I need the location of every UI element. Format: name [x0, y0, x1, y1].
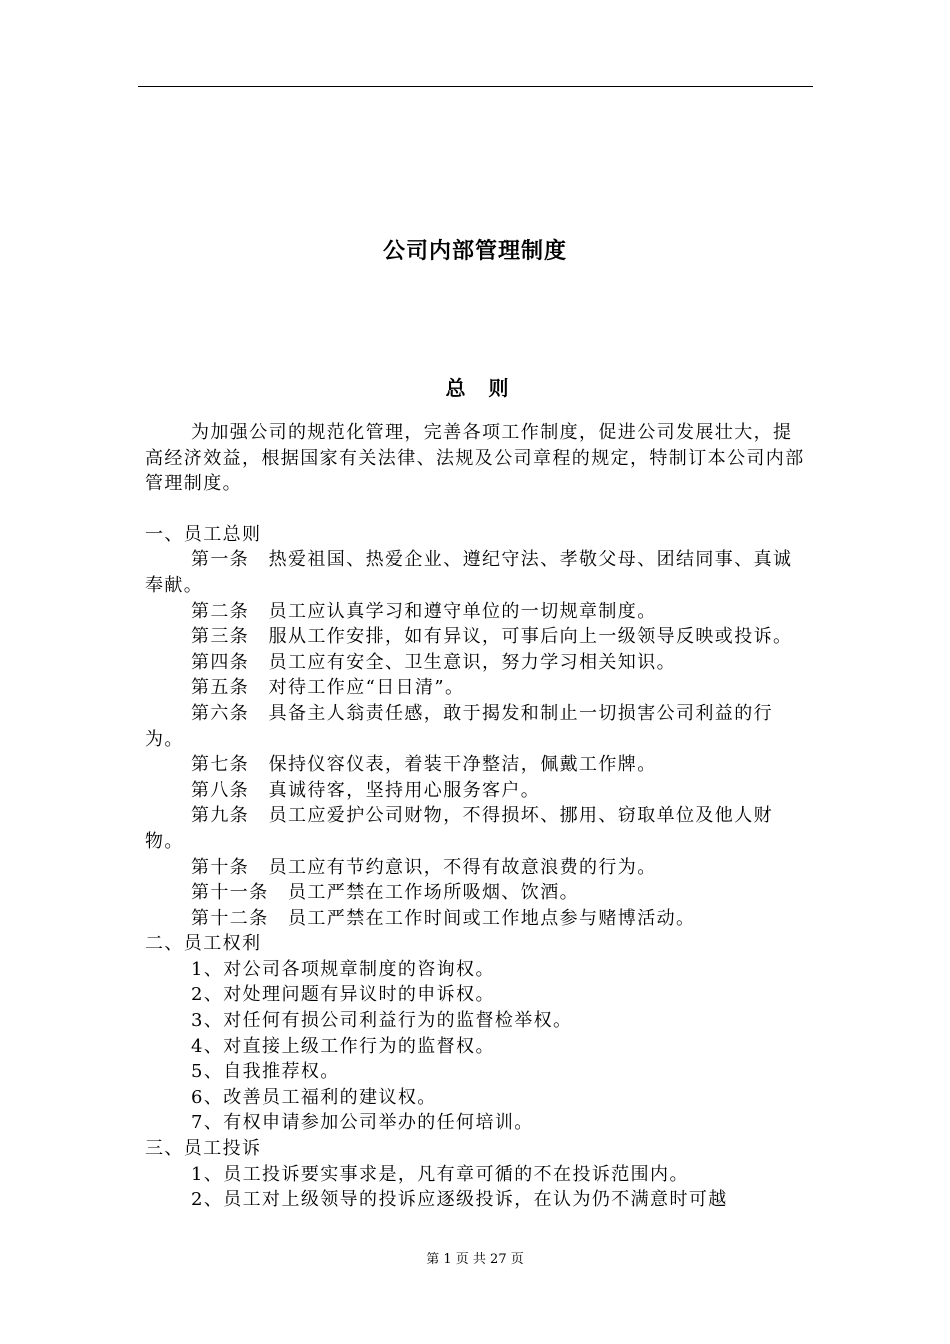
right-item-7: 7、有权申请参加公司举办的任何培训。	[191, 1112, 534, 1134]
intro-paragraph: 为加强公司的规范化管理，完善各项工作制度，促进公司发展壮大，提高经济效益，根据国家有关法律、法规及公司章程的规定，特制订本公司内部管理制度。	[145, 422, 805, 495]
part1-heading: 一、员工总则	[145, 523, 262, 545]
article-10: 第十条 员工应有节约意识，不得有故意浪费的行为。	[191, 856, 657, 878]
document-body	[145, 420, 807, 1213]
section-title: 总 则	[445, 376, 517, 400]
complaint-item-2: 2、员工对上级领导的投诉应逐级投诉，在认为仍不满意时可越	[191, 1189, 728, 1211]
right-item-5: 5、自我推荐权。	[191, 1061, 340, 1083]
page-footer: 第 1 页 共 27 页	[426, 1252, 524, 1267]
header-rule	[138, 86, 813, 87]
rights-list	[145, 957, 807, 1136]
right-item-1: 1、对公司各项规章制度的咨询权。	[191, 958, 495, 980]
document-title: 公司内部管理制度	[382, 238, 567, 264]
article-8: 第八条 真诚待客，坚持用心服务客户。	[191, 779, 541, 801]
part3-heading: 三、员工投诉	[145, 1138, 262, 1160]
right-item-4: 4、对直接上级工作行为的监督权。	[191, 1035, 495, 1057]
complaint-list	[145, 1162, 807, 1213]
article-4: 第四条 员工应有安全、卫生意识，努力学习相关知识。	[191, 651, 676, 673]
right-item-2: 2、对处理问题有异议时的申诉权。	[191, 984, 495, 1006]
paragraph-gap	[145, 497, 807, 522]
right-item-3: 3、对任何有损公司利益行为的监督检举权。	[191, 1010, 573, 1032]
complaint-item-1: 1、员工投诉要实事求是，凡有章可循的不在投诉范围内。	[191, 1163, 689, 1185]
article-3: 第三条 服从工作安排，如有异议，可事后向上一级领导反映或投诉。	[191, 626, 793, 648]
part2-heading: 二、员工权利	[145, 933, 262, 955]
article-12: 第十二条 员工严禁在工作时间或工作地点参与赌博活动。	[191, 907, 696, 929]
right-item-6: 6、改善员工福利的建议权。	[191, 1086, 437, 1108]
article-9: 第九条 员工应爱护公司财物，不得损坏、挪用、窃取单位及他人财物。	[145, 805, 773, 852]
article-11: 第十一条 员工严禁在工作场所吸烟、饮酒。	[191, 882, 579, 904]
article-1: 第一条 热爱祖国、热爱企业、遵纪守法、孝敬父母、团结同事、真诚奉献。	[145, 549, 793, 596]
article-list	[145, 547, 807, 931]
article-2: 第二条 员工应认真学习和遵守单位的一切规章制度。	[191, 600, 657, 622]
article-5: 第五条 对待工作应“日日清”。	[191, 677, 465, 699]
article-7: 第七条 保持仪容仪表，着装干净整洁，佩戴工作牌。	[191, 754, 657, 776]
article-6: 第六条 具备主人翁责任感，敢于揭发和制止一切损害公司利益的行为。	[145, 702, 773, 750]
